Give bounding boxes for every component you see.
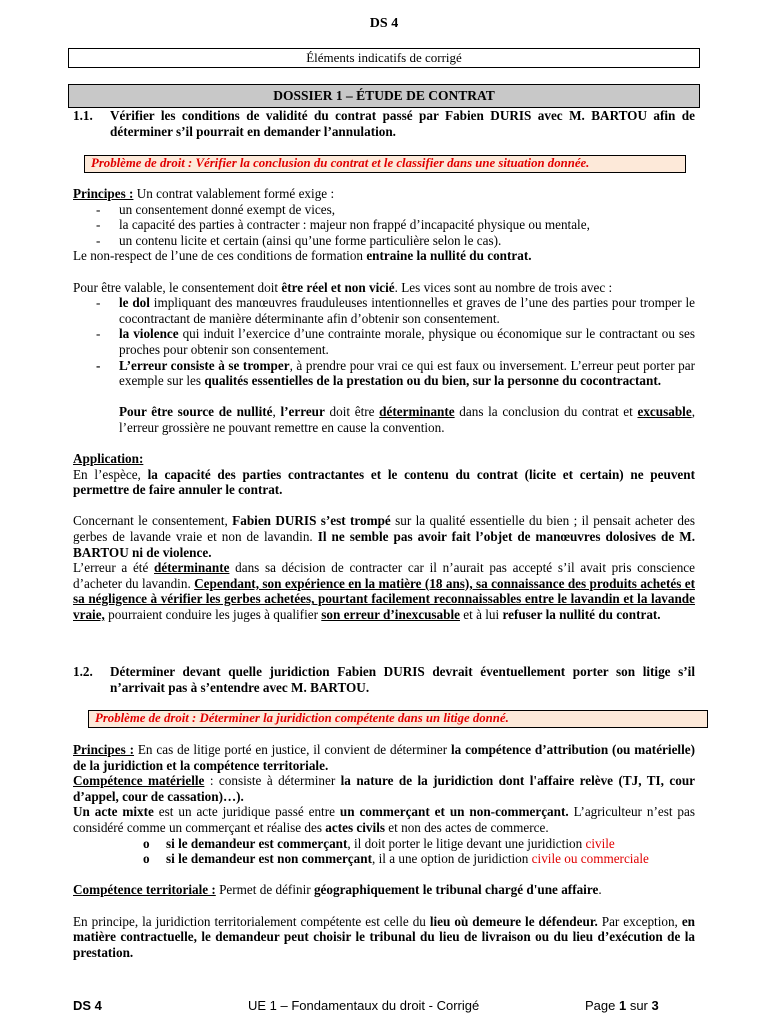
list-item: - la capacité des parties à contracter : majeur non frappé d’incapacité physique ou mentale, — [96, 217, 590, 233]
question-1-2 — [73, 664, 695, 695]
application-label: Application: — [73, 451, 144, 467]
list-item-violence: - la violence qui induit l’exercice d’une contrainte morale, physique ou économique sur le contractant ou ses proches pour obtenir son consentement. — [96, 326, 695, 357]
paragraph-source-nullite: Pour être source de nullité, l’erreur doit être déterminante dans la conclusion du contrat et excusable, l’erreur grossière ne pouvant remettre en cause la convention. — [119, 404, 695, 435]
list-item-erreur: - L’erreur consiste à se tromper, à prendre pour vrai ce qui est faux ou inversement. L’erreur peut porter par exemple sur les qualités essentielles de la prestation ou du bien, sur la personne du cocontractant. — [96, 357, 695, 389]
list-item: o si le demandeur est commerçant, il doit porter le litige devant une juridiction civile — [143, 835, 615, 851]
paragraph: Pour être valable, le consentement doit être réel et non vicié. Les vices sont au nombre de trois avec : — [73, 279, 613, 295]
list-item: - un contenu licite et certain (ainsi qu’une forme particulière selon le cas). — [96, 232, 502, 248]
paragraph: Le non-respect de l’une de ces conditions de formation entraine la nullité du contrat. — [73, 248, 532, 264]
footer-page-number: Page 1 sur 3 — [585, 998, 659, 1013]
question-text: Déterminer devant quelle juridiction Fabien DURIS devrait éventuellement porter son litige s’il n’arrivait pas à s’entendre avec M. BARTOU. — [110, 664, 695, 695]
section-header: DOSSIER 1 – ÉTUDE DE CONTRAT — [68, 84, 700, 108]
principes-label: Principes : — [73, 186, 134, 201]
section-1-2-body — [73, 742, 695, 960]
paragraph: L’erreur a été déterminante dans sa décision de contracter car il n’aurait pas accepté s’il avait pris conscience d’acheter du lavandin. Cependant, son expérience en la matière (18 ans), sa connaissance des produits achetés et sa négligence à vérifier les gerbes achetées, pourtant facilement reconnaissables entre le lavandin et la lavande vraie, pourraient conduire les juges à qualifier son erreur d’inexcusable et à lui refuser la nullité du contrat. — [73, 560, 695, 623]
footer-center: UE 1 – Fondamentaux du droit - Corrigé — [248, 998, 480, 1013]
footer-left: DS 4 — [73, 998, 102, 1013]
paragraph: Un acte mixte est un acte juridique passé entre un commerçant et un non-commerçant. L’agriculteur n’est pas considéré comme un commerçant et réalise des actes civils et non des actes de commerce. — [73, 804, 695, 835]
question-1-1 — [73, 108, 695, 139]
question-text: Vérifier les conditions de validité du contrat passé par Fabien DURIS avec M. BARTOU afin de déterminer s’il pourrait en demander l’annulation. — [110, 108, 695, 139]
paragraph: En principe, la juridiction territorialement compétente est celle du lieu où demeure le défendeur. Par exception, en matière contractuelle, le demandeur peut choisir le tribunal du lieu de livraison ou du lieu d’exécution de la prestation. — [73, 913, 696, 960]
subtitle-box: Éléments indicatifs de corrigé — [68, 48, 700, 68]
paragraph: Compétence matérielle : consiste à déterminer la nature de la juridiction dont l'affaire relève (TJ, TI, cour d’appel, cour de cassation)…). — [73, 773, 696, 804]
paragraph: Principes : En cas de litige porté en justice, il convient de déterminer la compétence d’attribution (ou matérielle) de la juridiction et la compétence territoriale. — [73, 742, 696, 773]
list-item-dol: - le dol impliquant des manœuvres frauduleuses intentionnelles et graves de l’une des parties pour tromper le cocontractant de manière déterminante afin d’obtenir son consentement. — [96, 295, 696, 326]
paragraph: Concernant le consentement, Fabien DURIS s’est trompé sur la qualité essentielle du bien ; il pensait acheter des gerbes de lavande vraie et non de lavandin. Il ne semble pas avoir fait l’objet de manœuvres dolosives de M. BARTOU ni de violence. — [73, 513, 695, 560]
list-item: - un consentement donné exempt de vices, — [96, 201, 336, 217]
list-item: o si le demandeur est non commerçant, il a une option de juridiction civile ou commerciale — [143, 851, 649, 867]
probleme-de-droit-2: Problème de droit : Déterminer la juridiction compétente dans un litige donné. — [88, 710, 708, 728]
page-title: DS 4 — [369, 16, 399, 31]
question-number: 1.2. — [73, 664, 93, 679]
question-number: 1.1. — [73, 108, 93, 123]
paragraph: En l’espèce, la capacité des parties contractantes et le contenu du contrat (licite et certain) ne peuvent permettre de faire annuler le contrat. — [73, 466, 695, 498]
probleme-de-droit-1: Problème de droit : Vérifier la conclusion du contrat et le classifier dans une situation donnée. — [84, 155, 686, 173]
section-1-1-body: Principes : Un contrat valablement formé exige : - un consentement donné exempt de vices, - la capacité des parties à contracter : majeur non frappé d’incapacité physique ou mentale, - un contenu licite et certain (ainsi qu’une forme particulière selon le cas). Le non-respect de l’une de ces conditions de formation entraine la nullité du contrat. Pour être valable, le consentement doit être réel et non vicié. Les vices sont au nombre de trois avec : - le dol impliquant des manœuvres frauduleuses intentionnelles et graves de l’une des parties pour tromper le cocontractant de manière déterminante afin d’obtenir son consentement. - la violence qui induit l’exercice d’une contrainte morale, physique ou économique sur le contractant ou ses proches pour obtenir son consentement. - L’erreur consiste à se tromper, à prendre pour vrai ce qui est faux ou inversement. L’erreur peut porter par exemple sur les qualités essentielles de la prestation ou du bien, sur la personne du cocontractant. Pour être source de nullité, l’erreur doit être déterminante dans la conclusion du contrat et excusable, l’erreur grossière ne pouvant remettre en cause la convention. Application: En l’espèce, la capacité des parties contractantes et le contenu du contrat (licite et certain) ne peuvent permettre de faire annuler le contrat. Concernant le consentement, Fabien DURIS s’est trompé sur la qualité essentielle du bien ; il pensait acheter des gerbes de lavande vraie et non de lavandin. Il ne semble pas avoir fait l’objet de manœuvres dolosives de M. BARTOU ni de violence. L’erreur a été déterminante dans sa décision de contracter car il n’aurait pas accepté s’il avait pris conscience d’acheter du lavandin. Cependant, son expérience en la matière (18 ans), sa connaissance des produits achetés et sa négligence à vérifier les gerbes achetées, pourtant facilement reconnaissables entre le lavandin et la lavande vraie, pourraient conduire les juges à qualifier son erreur d’inexcusable et à lui refuser la nullité du contrat. — [73, 186, 696, 623]
paragraph: Compétence territoriale : Permet de définir géographiquement le tribunal chargé d'une affaire. — [73, 882, 602, 898]
